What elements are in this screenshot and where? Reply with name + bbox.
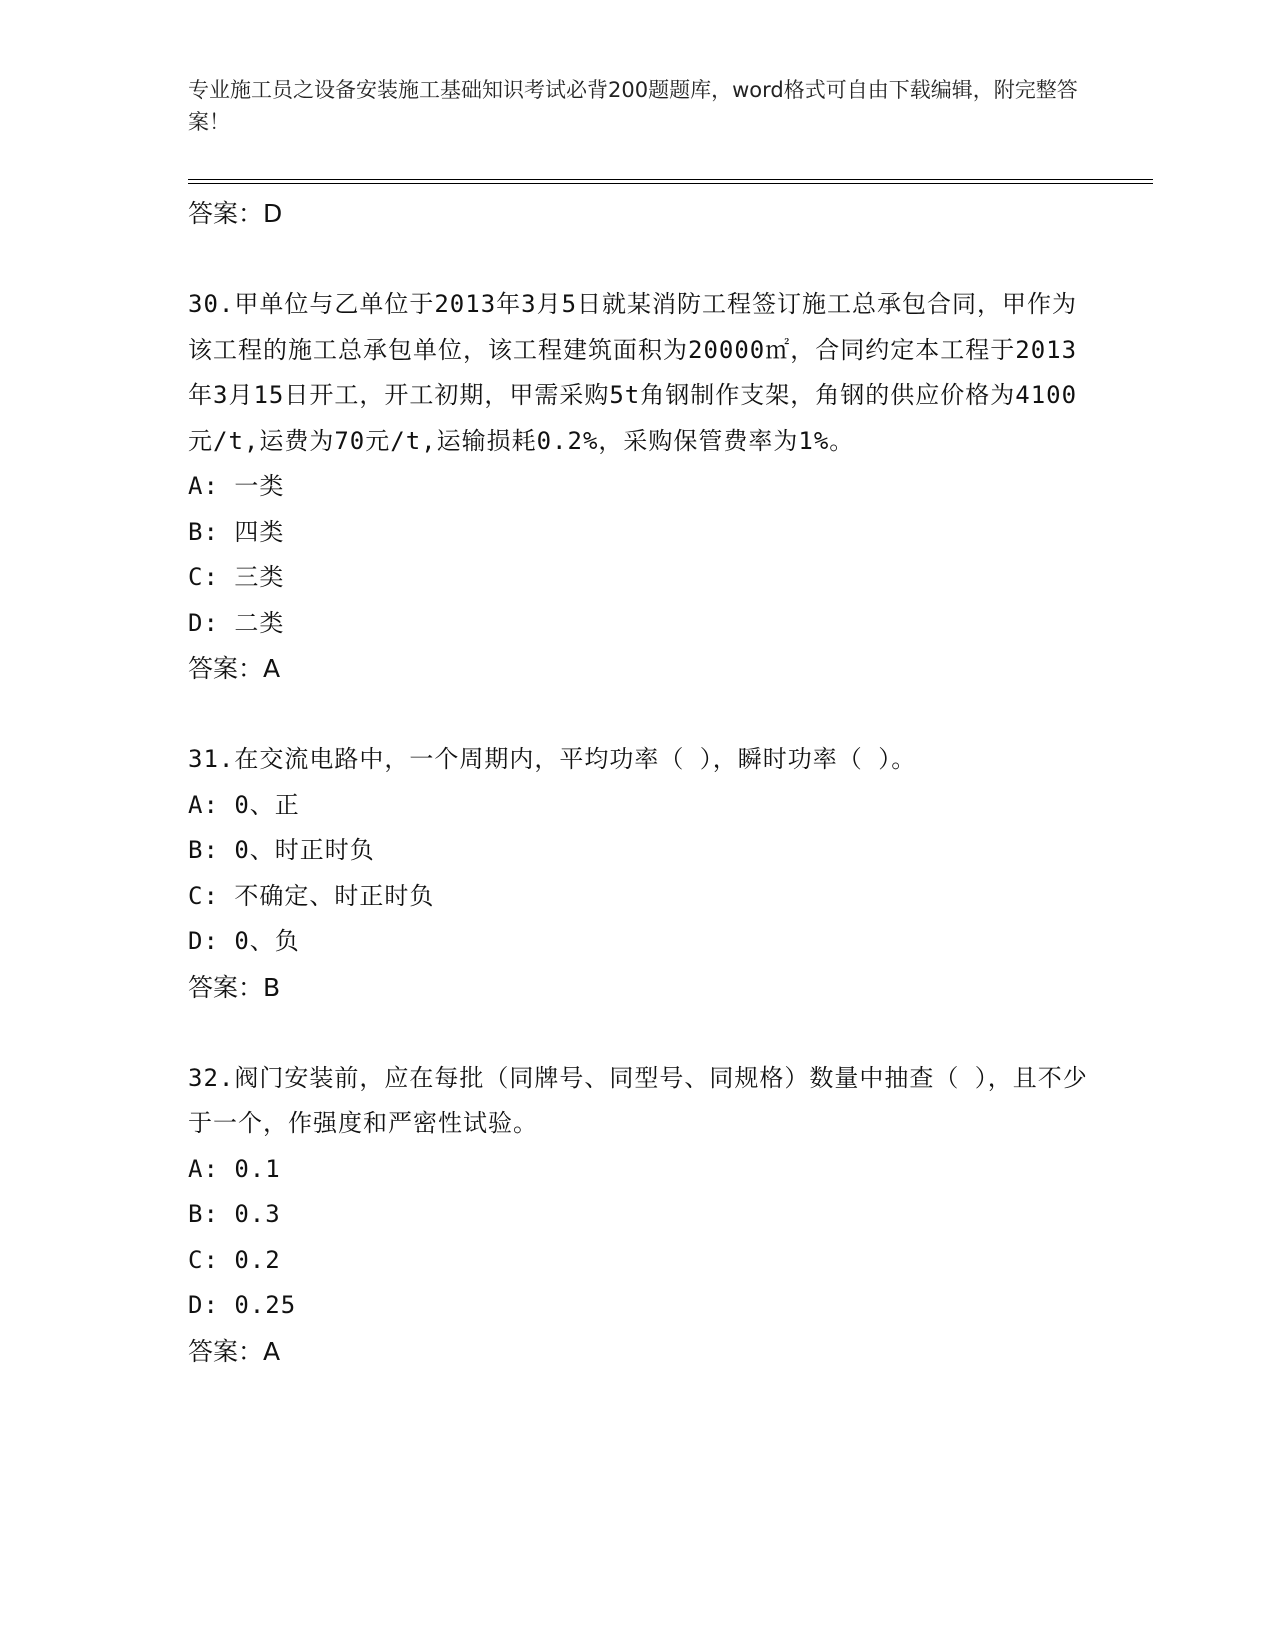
option-key: D:: [188, 608, 219, 637]
question-stem: 32.阀门安装前，应在每批（同牌号、同型号、同规格）数量中抽查（ ），且不少于一个，作强度和严密性试验。: [188, 1063, 1088, 1137]
question-31: [188, 737, 1088, 1010]
option-text: 0、时正时负: [234, 836, 375, 864]
option-text: 0、负: [234, 927, 300, 955]
option-key: A:: [188, 1154, 219, 1183]
option-b: [188, 510, 1088, 556]
option-c: [188, 874, 1088, 920]
option-c: [188, 1238, 1088, 1284]
answer-label: 答案：A: [188, 654, 281, 683]
option-key: B:: [188, 836, 219, 864]
option-d: [188, 601, 1088, 647]
option-key: D:: [188, 927, 219, 955]
option-text: 0.3: [234, 1200, 281, 1228]
option-key: C:: [188, 563, 219, 591]
header-divider: [188, 179, 1153, 184]
option-text: 0.1: [234, 1154, 281, 1183]
option-a: [188, 783, 1088, 829]
option-a: [188, 1147, 1088, 1193]
spacer: [188, 691, 1088, 737]
option-text: 二类: [234, 608, 285, 637]
option-text: 0.25: [234, 1291, 297, 1319]
answer-label: 答案：A: [188, 1336, 281, 1366]
option-d: [188, 919, 1088, 965]
page-header-title: 专业施工员之设备安装施工基础知识考试必背200题题库，word格式可自由下载编辑，附完整答案！: [188, 78, 1078, 134]
question-32: [188, 1056, 1088, 1374]
question-list: [188, 191, 1088, 1374]
answer-label: 答案：B: [188, 972, 281, 1002]
previous-answer: 答案：D: [188, 199, 283, 228]
option-key: A:: [188, 472, 219, 500]
option-text: 不确定、时正时负: [234, 881, 435, 910]
option-key: C:: [188, 881, 219, 910]
option-key: B:: [188, 1200, 219, 1228]
option-key: A:: [188, 790, 219, 819]
spacer: [188, 1010, 1088, 1056]
spacer: [188, 236, 1088, 282]
option-text: 0.2: [234, 1245, 281, 1274]
option-text: 0、正: [234, 790, 300, 819]
question-stem: 30.甲单位与乙单位于2013年3月5日就某消防工程签订施工总承包合同，甲作为该工程的施工总承包单位，该工程建筑面积为20000㎡，合同约定本工程于2013年3月15日开工，开工初期，甲需采购5t角钢制作支架，角钢的供应价格为4100元/t,运费为70元/t,运输损耗0.2%，采购保管费率为1%。: [188, 290, 1078, 455]
option-b: [188, 1192, 1088, 1238]
option-text: 一类: [234, 472, 285, 500]
option-key: B:: [188, 517, 219, 546]
question-stem: 31.在交流电路中，一个周期内，平均功率（ ），瞬时功率（ ）。: [188, 745, 917, 773]
option-text: 四类: [234, 517, 285, 546]
option-d: [188, 1283, 1088, 1329]
option-text: 三类: [234, 563, 285, 591]
option-key: D:: [188, 1291, 219, 1319]
option-c: [188, 555, 1088, 601]
question-30: [188, 282, 1088, 691]
option-key: C:: [188, 1245, 219, 1274]
option-a: [188, 464, 1088, 510]
option-b: [188, 828, 1088, 874]
